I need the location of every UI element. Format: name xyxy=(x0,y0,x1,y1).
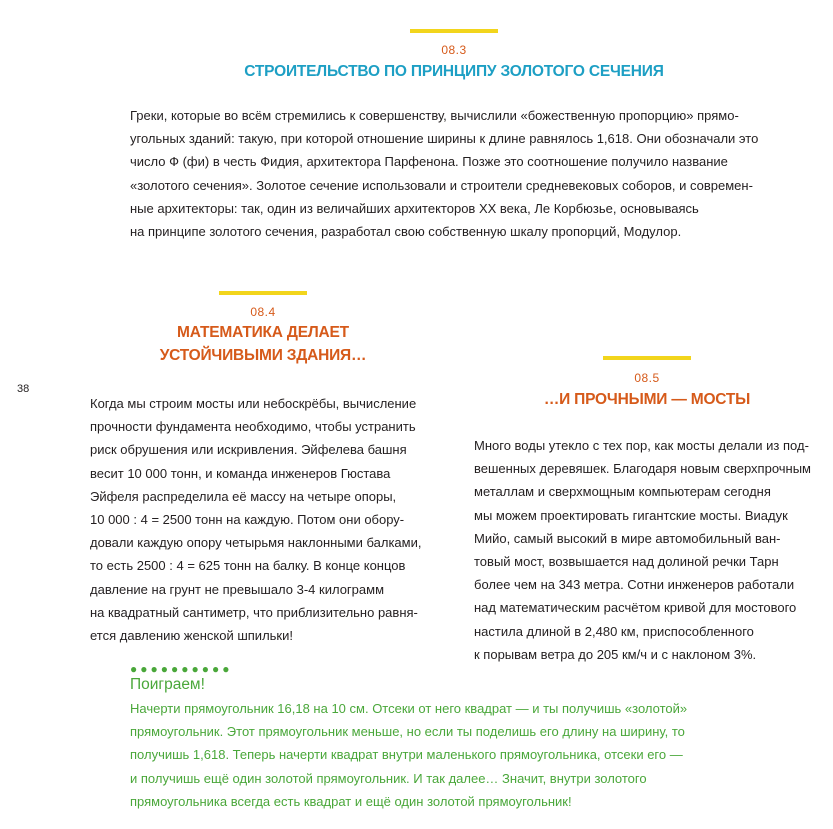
section-4-number: 08.4 xyxy=(250,305,276,319)
section-3-line: на принципе золотого сечения, разработал свою собственную шкалу пропорций, Модулор. xyxy=(130,224,682,240)
section-4-line: Эйфеля распределила её массу на четыре опоры, xyxy=(90,488,397,504)
section-4-line: риск обрушения или искривления. Эйфелева башня xyxy=(90,442,407,458)
section-4-title-line-1: МАТЕМАТИКА ДЕЛАЕТ xyxy=(177,324,349,341)
section-4-line: весит 10 000 тонн, и команда инженеров Гюстава xyxy=(90,465,391,481)
game-line: и получишь ещё один золотой прямоугольник. И так далее… Значит, внутри золотого xyxy=(130,770,647,786)
section-5-line: Мийо, самый высокий в мире автомобильный ван- xyxy=(474,530,781,546)
section-5-line: металлам и сверхмощным компьютерам сегодня xyxy=(474,484,771,500)
section-3-line: ные архитекторы: так, один из величайших архитекторов XX века, Ле Корбюзье, основываясь xyxy=(130,200,699,216)
section-5-line: настила длиной в 2,480 км, приспособленного xyxy=(474,623,754,639)
section-3-line: угольных зданий: такую, при которой отношение ширины к длине равнялось 1,618. Они обозначали это xyxy=(130,131,759,147)
section-4-line: Когда мы строим мосты или небоскрёбы, вычисление xyxy=(90,396,417,411)
section-5-line: к порывам ветра до 205 км/ч и с наклоном 3%. xyxy=(474,646,757,662)
section-5-body xyxy=(474,434,811,666)
game-body xyxy=(130,697,687,813)
section-3-line: Греки, которые во всём стремились к совершенству, вычислили «божественную пропорцию» прямо- xyxy=(130,108,739,123)
section-5-line: вешенных деревяшек. Благодаря новым сверхпрочным xyxy=(474,461,811,477)
game-line: получишь 1,618. Теперь начерти квадрат внутри маленького прямоугольника, отсеки его — xyxy=(130,747,683,763)
game-title: Поиграем! xyxy=(130,676,205,693)
section-5-line: более чем на 343 метра. Сотни инженеров работали xyxy=(474,577,795,593)
section-3-title: СТРОИТЕЛЬСТВО ПО ПРИНЦИПУ ЗОЛОТОГО СЕЧЕНИЯ xyxy=(244,63,664,80)
section-4-line: то есть 2500 : 4 = 625 тонн на балку. В конце концов xyxy=(90,558,406,574)
section-3-line: «золотого сечения». Золотое сечение использовали и строители средневековых соборов, и современ- xyxy=(130,177,753,193)
section-3-body xyxy=(130,104,758,243)
section-4-line: на квадратный сантиметр, что приблизительно равня- xyxy=(90,604,418,620)
section-5-line: Много воды утекло с тех пор, как мосты делали из под- xyxy=(474,438,809,453)
section-5-line: мы можем проектировать гигантские мосты. Виадук xyxy=(474,507,788,523)
section-4-accent-bar xyxy=(219,291,307,295)
section-5-number: 08.5 xyxy=(634,371,660,385)
section-4-body xyxy=(90,392,421,647)
section-5-line: товый мост, возвышается над долиной речки Тарн xyxy=(474,554,779,570)
game-line: прямоугольника всегда есть квадрат и ещё один золотой прямоугольник! xyxy=(130,793,572,809)
dotted-separator: ●●●●●●●●●● xyxy=(130,662,233,676)
section-5-title: …И ПРОЧНЫМИ — МОСТЫ xyxy=(543,391,751,408)
game-line: Начерти прямоугольник 16,18 на 10 см. Отсеки от него квадрат — и ты получишь «золотой» xyxy=(130,701,688,716)
section-4-line: ется давлению женской шпильки! xyxy=(90,628,293,644)
section-4-line: давление на грунт не превышало 3-4 килограмм xyxy=(90,581,385,597)
section-5-line: над математическим расчётом кривой для мостового xyxy=(474,600,797,616)
section-4-line: прочности фундамента необходимо, чтобы устранить xyxy=(90,419,416,435)
section-3-line: число Ф (фи) в честь Фидия, архитектора Парфенона. Позже это соотношение получило название xyxy=(130,154,728,170)
section-3-accent-bar xyxy=(410,29,498,33)
section-3-number: 08.3 xyxy=(441,43,467,57)
section-4-line: довали каждую опору четырьмя наклонными балками, xyxy=(90,535,422,551)
section-5-accent-bar xyxy=(603,356,691,360)
game-line: прямоугольник. Этот прямоугольник меньше, но если ты поделишь его длину на ширину, то xyxy=(130,724,685,740)
section-4-line: 10 000 : 4 = 2500 тонн на каждую. Потом они обору- xyxy=(90,512,405,528)
section-4-title-line-2: УСТОЙЧИВЫМИ ЗДАНИЯ… xyxy=(159,347,367,364)
page-number: 38 xyxy=(17,383,30,395)
